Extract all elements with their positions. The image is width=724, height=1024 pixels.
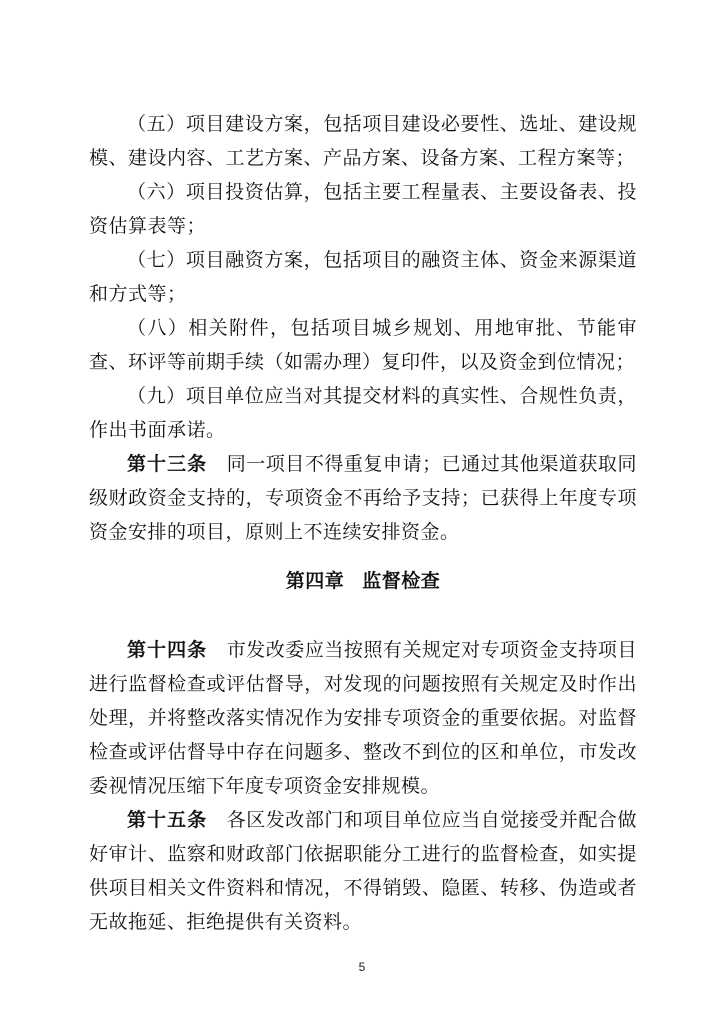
article-14-label: 第十四条 <box>127 639 208 661</box>
list-item: （六）项目投资估算，包括主要工程量表、主要设备表、投资估算表等； <box>89 181 637 237</box>
list-item: （九）项目单位应当对其提交材料的真实性、合规性负责，作出书面承诺。 <box>89 385 637 441</box>
article-14 <box>89 633 637 803</box>
article-13 <box>89 447 637 549</box>
article-14-text: 市发改委应当按照有关规定对专项资金支持项目进行监督检查或评估督导，对发现的问题按照有关规定及时作出处理，并将整改落实情况作为安排专项资金的重要依据。对监督检查或评估督导中存在问题多、整改不到位的区和单位，市发改委视情况压缩下年度专项资金安排规模。 <box>89 639 637 797</box>
application-materials-list <box>89 107 637 549</box>
article-15 <box>89 803 637 939</box>
article-15-label: 第十五条 <box>127 809 208 831</box>
article-13-label: 第十三条 <box>127 453 208 475</box>
article-13-text: 同一项目不得重复申请；已通过其他渠道获取同级财政资金支持的，专项资金不再给予支持；已获得上年度专项资金安排的项目，原则上不连续安排资金。 <box>89 453 637 543</box>
list-item: （八）相关附件，包括项目城乡规划、用地审批、节能审查、环评等前期手续（如需办理）复印件，以及资金到位情况； <box>89 317 637 373</box>
page-number: 5 <box>358 960 366 974</box>
chapter-title: 监督检查 <box>362 570 441 592</box>
list-item: （七）项目融资方案，包括项目的融资主体、资金来源渠道和方式等； <box>89 249 637 305</box>
chapter-heading <box>89 564 637 598</box>
list-item: （五）项目建设方案，包括项目建设必要性、选址、建设规模、建设内容、工艺方案、产品方案、设备方案、工程方案等； <box>89 113 637 169</box>
article-15-text: 各区发改部门和项目单位应当自觉接受并配合做好审计、监察和财政部门依据职能分工进行的监督检查，如实提供项目相关文件资料和情况，不得销毁、隐匿、转移、伪造或者无故拖延、拒绝提供有关资料。 <box>89 809 637 933</box>
chapter-number: 第四章 <box>285 570 345 592</box>
chapter-four-body <box>89 633 637 939</box>
